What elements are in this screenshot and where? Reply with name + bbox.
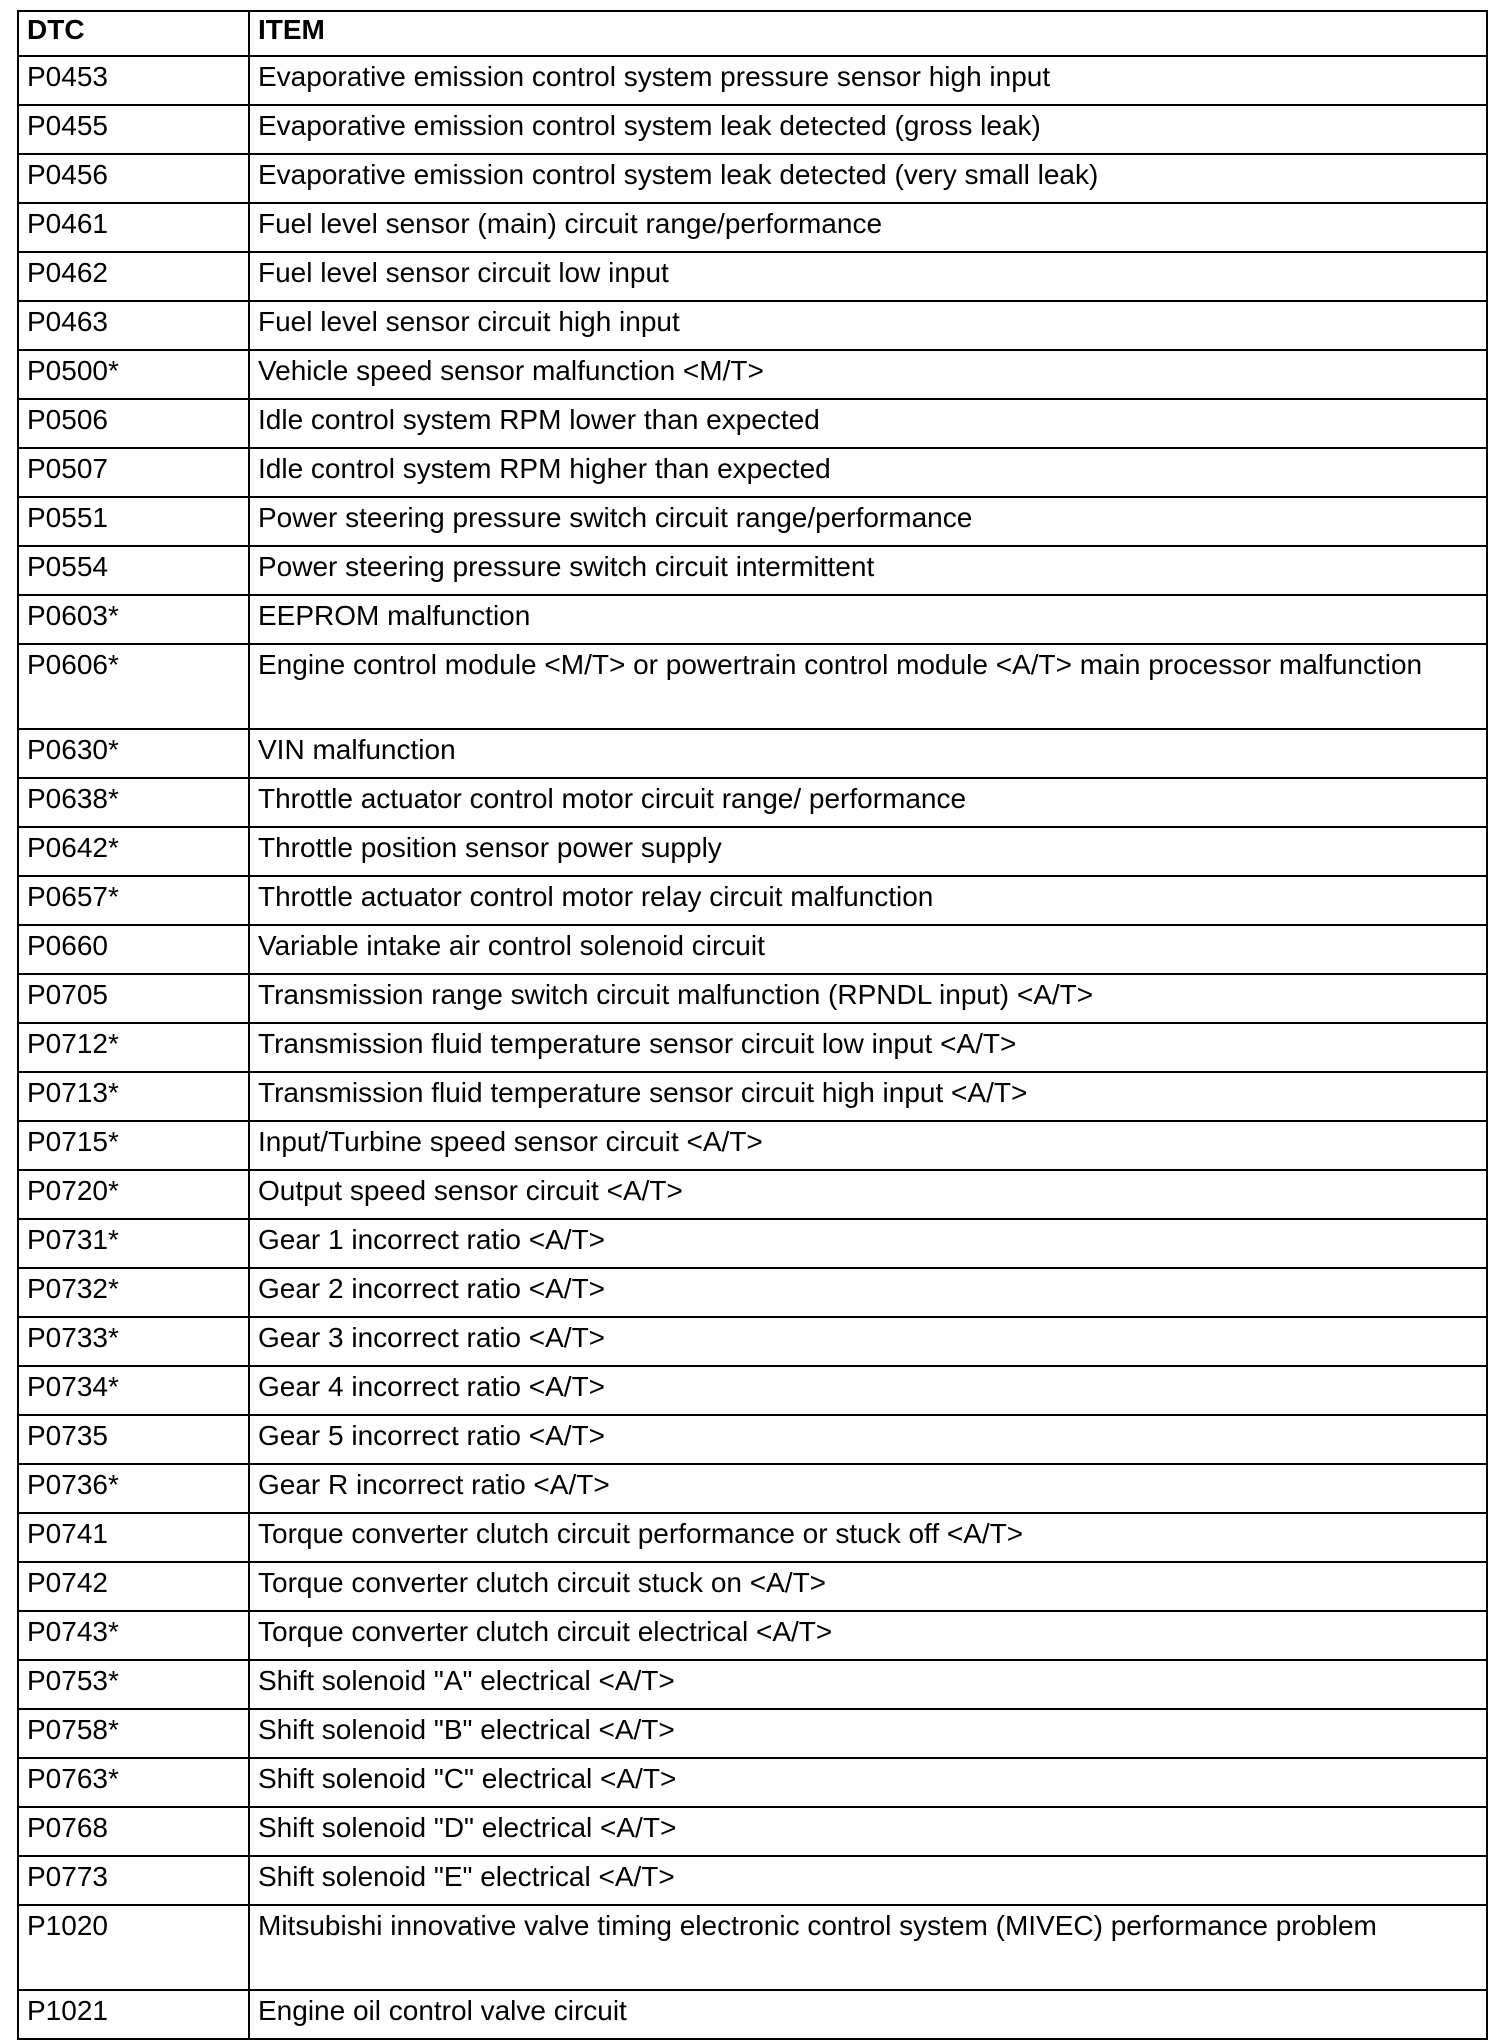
dtc-item-cell: Engine oil control valve circuit — [249, 1990, 1487, 2039]
table-row — [18, 105, 1487, 154]
dtc-code-cell: P0705 — [18, 974, 249, 1023]
dtc-code-cell: P0603* — [18, 595, 249, 644]
dtc-item-cell: Transmission range switch circuit malfunction (RPNDL input) <A/T> — [249, 974, 1487, 1023]
dtc-code-cell: P0455 — [18, 105, 249, 154]
dtc-code-cell: P0735 — [18, 1415, 249, 1464]
dtc-code-cell: P0660 — [18, 925, 249, 974]
table-row — [18, 1807, 1487, 1856]
table-row — [18, 1268, 1487, 1317]
table-row — [18, 876, 1487, 925]
dtc-item-cell: Gear 5 incorrect ratio <A/T> — [249, 1415, 1487, 1464]
dtc-code-cell: P0456 — [18, 154, 249, 203]
table-row — [18, 252, 1487, 301]
dtc-code-cell: P0657* — [18, 876, 249, 925]
table-row — [18, 925, 1487, 974]
dtc-code-cell: P0758* — [18, 1709, 249, 1758]
dtc-code-cell: P1021 — [18, 1990, 249, 2039]
dtc-item-cell: Input/Turbine speed sensor circuit <A/T> — [249, 1121, 1487, 1170]
table-row — [18, 56, 1487, 105]
dtc-code-cell: P0768 — [18, 1807, 249, 1856]
dtc-item-cell: Throttle position sensor power supply — [249, 827, 1487, 876]
dtc-code-cell: P0753* — [18, 1660, 249, 1709]
table-row — [18, 1905, 1487, 1990]
dtc-code-cell: P0463 — [18, 301, 249, 350]
dtc-code-cell: P0736* — [18, 1464, 249, 1513]
dtc-item-cell: Vehicle speed sensor malfunction <M/T> — [249, 350, 1487, 399]
dtc-code-cell: P0507 — [18, 448, 249, 497]
dtc-item-cell: Idle control system RPM higher than expected — [249, 448, 1487, 497]
dtc-code-cell: P0733* — [18, 1317, 249, 1366]
dtc-code-cell: P0506 — [18, 399, 249, 448]
table-row — [18, 644, 1487, 729]
dtc-code-cell: P0462 — [18, 252, 249, 301]
table-row — [18, 1660, 1487, 1709]
table-row — [18, 154, 1487, 203]
dtc-item-cell: Throttle actuator control motor relay circuit malfunction — [249, 876, 1487, 925]
table-row — [18, 1072, 1487, 1121]
dtc-item-cell: Shift solenoid "C" electrical <A/T> — [249, 1758, 1487, 1807]
dtc-item-cell: Variable intake air control solenoid circuit — [249, 925, 1487, 974]
dtc-item-cell: Transmission fluid temperature sensor circuit high input <A/T> — [249, 1072, 1487, 1121]
dtc-code-cell: P0743* — [18, 1611, 249, 1660]
dtc-code-cell: P0715* — [18, 1121, 249, 1170]
dtc-item-cell: Shift solenoid "B" electrical <A/T> — [249, 1709, 1487, 1758]
table-row — [18, 1856, 1487, 1905]
dtc-code-cell: P0500* — [18, 350, 249, 399]
table-row — [18, 595, 1487, 644]
dtc-code-cell: P0453 — [18, 56, 249, 105]
dtc-code-cell: P0630* — [18, 729, 249, 778]
dtc-item-cell: Fuel level sensor (main) circuit range/performance — [249, 203, 1487, 252]
dtc-code-cell: P0606* — [18, 644, 249, 729]
dtc-code-cell: P1020 — [18, 1905, 249, 1990]
dtc-code-cell: P0773 — [18, 1856, 249, 1905]
dtc-code-cell: P0732* — [18, 1268, 249, 1317]
dtc-item-cell: Torque converter clutch circuit performance or stuck off <A/T> — [249, 1513, 1487, 1562]
dtc-item-cell: Torque converter clutch circuit stuck on <A/T> — [249, 1562, 1487, 1611]
table-row — [18, 1023, 1487, 1072]
table-row — [18, 350, 1487, 399]
dtc-code-cell: P0712* — [18, 1023, 249, 1072]
table-row — [18, 1366, 1487, 1415]
dtc-item-cell: Gear R incorrect ratio <A/T> — [249, 1464, 1487, 1513]
dtc-item-cell: Throttle actuator control motor circuit range/ performance — [249, 778, 1487, 827]
dtc-item-cell: Evaporative emission control system leak detected (very small leak) — [249, 154, 1487, 203]
table-row — [18, 729, 1487, 778]
dtc-item-cell: Transmission fluid temperature sensor circuit low input <A/T> — [249, 1023, 1487, 1072]
dtc-code-cell: P0638* — [18, 778, 249, 827]
dtc-item-cell: Torque converter clutch circuit electrical <A/T> — [249, 1611, 1487, 1660]
table-row — [18, 1415, 1487, 1464]
dtc-item-cell: Evaporative emission control system leak detected (gross leak) — [249, 105, 1487, 154]
dtc-item-cell: Gear 4 incorrect ratio <A/T> — [249, 1366, 1487, 1415]
table-row — [18, 1758, 1487, 1807]
dtc-table — [17, 10, 1488, 2040]
table-row — [18, 974, 1487, 1023]
dtc-item-cell: Fuel level sensor circuit high input — [249, 301, 1487, 350]
dtc-item-cell: Fuel level sensor circuit low input — [249, 252, 1487, 301]
dtc-item-cell: Evaporative emission control system pressure sensor high input — [249, 56, 1487, 105]
header-item: ITEM — [249, 11, 1487, 56]
dtc-item-cell: Shift solenoid "A" electrical <A/T> — [249, 1660, 1487, 1709]
dtc-code-cell: P0731* — [18, 1219, 249, 1268]
table-row — [18, 1513, 1487, 1562]
dtc-code-cell: P0720* — [18, 1170, 249, 1219]
table-body — [18, 56, 1487, 2039]
dtc-code-cell: P0741 — [18, 1513, 249, 1562]
table-row — [18, 399, 1487, 448]
dtc-code-cell: P0734* — [18, 1366, 249, 1415]
dtc-item-cell: Engine control module <M/T> or powertrain control module <A/T> main processor malfunction — [249, 644, 1487, 729]
dtc-item-cell: Shift solenoid "D" electrical <A/T> — [249, 1807, 1487, 1856]
dtc-code-cell: P0742 — [18, 1562, 249, 1611]
dtc-item-cell: Gear 2 incorrect ratio <A/T> — [249, 1268, 1487, 1317]
table-row — [18, 1317, 1487, 1366]
dtc-item-cell: Gear 1 incorrect ratio <A/T> — [249, 1219, 1487, 1268]
table-row — [18, 1170, 1487, 1219]
table-row — [18, 1990, 1487, 2039]
header-dtc: DTC — [18, 11, 249, 56]
table-header-row — [18, 11, 1487, 56]
table-row — [18, 1219, 1487, 1268]
table-row — [18, 778, 1487, 827]
table-row — [18, 203, 1487, 252]
table-row — [18, 1121, 1487, 1170]
table-row — [18, 546, 1487, 595]
table-row — [18, 1611, 1487, 1660]
dtc-item-cell: Power steering pressure switch circuit range/performance — [249, 497, 1487, 546]
table-row — [18, 497, 1487, 546]
table-row — [18, 448, 1487, 497]
table-row — [18, 1562, 1487, 1611]
dtc-item-cell: EEPROM malfunction — [249, 595, 1487, 644]
dtc-code-cell: P0461 — [18, 203, 249, 252]
table-row — [18, 301, 1487, 350]
dtc-item-cell: Output speed sensor circuit <A/T> — [249, 1170, 1487, 1219]
dtc-code-cell: P0713* — [18, 1072, 249, 1121]
dtc-item-cell: Power steering pressure switch circuit intermittent — [249, 546, 1487, 595]
dtc-code-cell: P0642* — [18, 827, 249, 876]
table-row — [18, 1709, 1487, 1758]
dtc-code-cell: P0551 — [18, 497, 249, 546]
dtc-code-cell: P0763* — [18, 1758, 249, 1807]
dtc-item-cell: Gear 3 incorrect ratio <A/T> — [249, 1317, 1487, 1366]
dtc-item-cell: VIN malfunction — [249, 729, 1487, 778]
dtc-code-cell: P0554 — [18, 546, 249, 595]
dtc-item-cell: Mitsubishi innovative valve timing electronic control system (MIVEC) performance problem — [249, 1905, 1487, 1990]
table-row — [18, 1464, 1487, 1513]
table-row — [18, 827, 1487, 876]
dtc-item-cell: Idle control system RPM lower than expected — [249, 399, 1487, 448]
dtc-item-cell: Shift solenoid "E" electrical <A/T> — [249, 1856, 1487, 1905]
